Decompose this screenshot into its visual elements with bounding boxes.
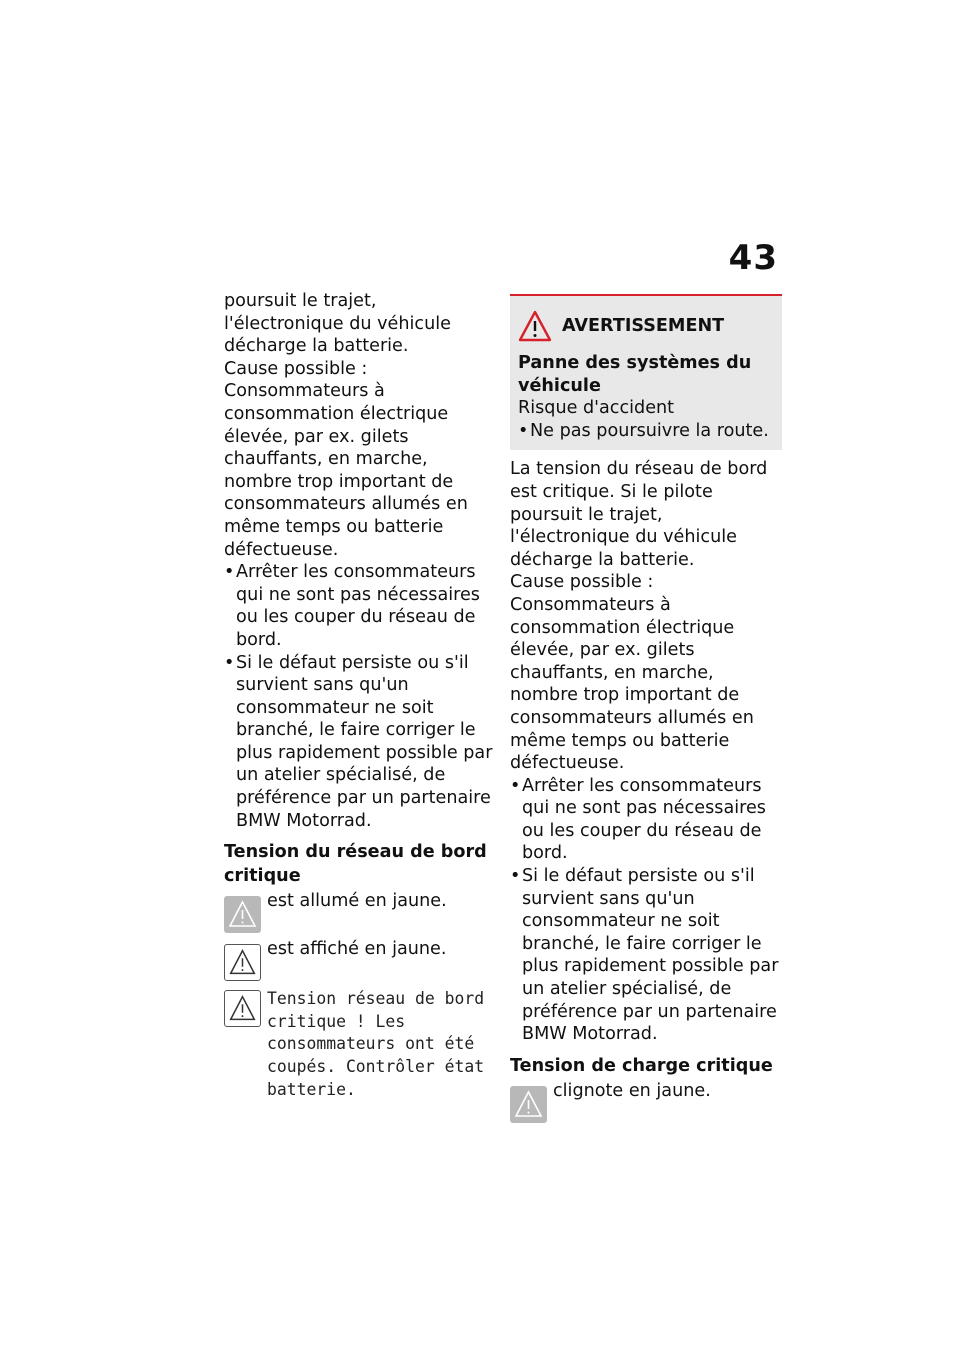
list-item: • Si le défaut persiste ou s'il survient sans qu'un consommateur ne soit branché, le faire corriger le plus rapidement possible par un atelier spécialisé, de préférence par un partenaire BMW Motorrad. xyxy=(224,652,494,833)
warning-triangle-icon xyxy=(518,310,552,342)
warning-title: AVERTISSEMENT xyxy=(562,315,725,336)
cause-label: Cause possible : xyxy=(224,358,368,379)
list-item: • Arrêter les consommateurs qui ne sont pas nécessaires ou les couper du réseau de bord. xyxy=(224,561,494,651)
intro-paragraph: La tension du réseau de bord est critique. Si le pilote poursuit le trajet, l'électronique du véhicule décharge la batterie. xyxy=(510,459,768,570)
left-column xyxy=(224,290,494,1101)
cause-text: Consommateurs à consommation électrique élevée, par ex. gilets chauffants, en marche, nombre trop important de consommateurs allumés en même temps ou batterie défectueuse. xyxy=(224,381,468,560)
indicator-text: est allumé en jaune. xyxy=(267,891,447,912)
display-message xyxy=(224,988,494,1101)
action-list xyxy=(224,561,494,832)
warning-triangle-icon xyxy=(224,896,261,933)
warning-header xyxy=(518,308,774,344)
warning-heading: Panne des systèmes du véhicule xyxy=(518,353,752,396)
display-message-text: Tension réseau de bord critique ! Les consommateurs ont été coupés. Contrôler état batterie. xyxy=(267,989,485,1099)
warning-risk: Risque d'accident xyxy=(518,398,675,419)
indicator-row xyxy=(224,890,494,934)
list-item: • Arrêter les consommateurs qui ne sont pas nécessaires ou les couper du réseau de bord. xyxy=(510,775,782,865)
warning-box xyxy=(510,294,782,450)
indicator-row xyxy=(510,1080,782,1124)
warning-triangle-icon xyxy=(224,944,261,981)
display-row xyxy=(224,938,494,982)
warning-triangle-icon xyxy=(510,1086,547,1123)
page-number: 43 xyxy=(728,238,778,278)
intro-paragraph: poursuit le trajet, l'électronique du véhicule décharge la batterie. xyxy=(224,291,451,357)
right-column xyxy=(510,290,782,1124)
warning-list xyxy=(518,420,774,443)
display-text: est affiché en jaune. xyxy=(267,939,447,960)
cause-text: Consommateurs à consommation électrique élevée, par ex. gilets chauffants, en marche, nombre trop important de consommateurs allumés en même temps ou batterie défectueuse. xyxy=(510,594,754,774)
indicator-text: clignote en jaune. xyxy=(553,1080,711,1101)
list-item: • Ne pas poursuivre la route. xyxy=(518,420,774,443)
section-heading: Tension de charge critique xyxy=(510,1055,773,1076)
cause-label: Cause possible : xyxy=(510,572,654,593)
warning-triangle-icon xyxy=(224,990,261,1027)
action-list xyxy=(510,775,782,1046)
section-heading: Tension du réseau de bord critique xyxy=(224,842,487,887)
list-item: • Si le défaut persiste ou s'il survient sans qu'un consommateur ne soit branché, le faire corriger le plus rapidement possible par un atelier spécialisé, de préférence par un partenaire BMW Motorrad. xyxy=(510,865,782,1046)
